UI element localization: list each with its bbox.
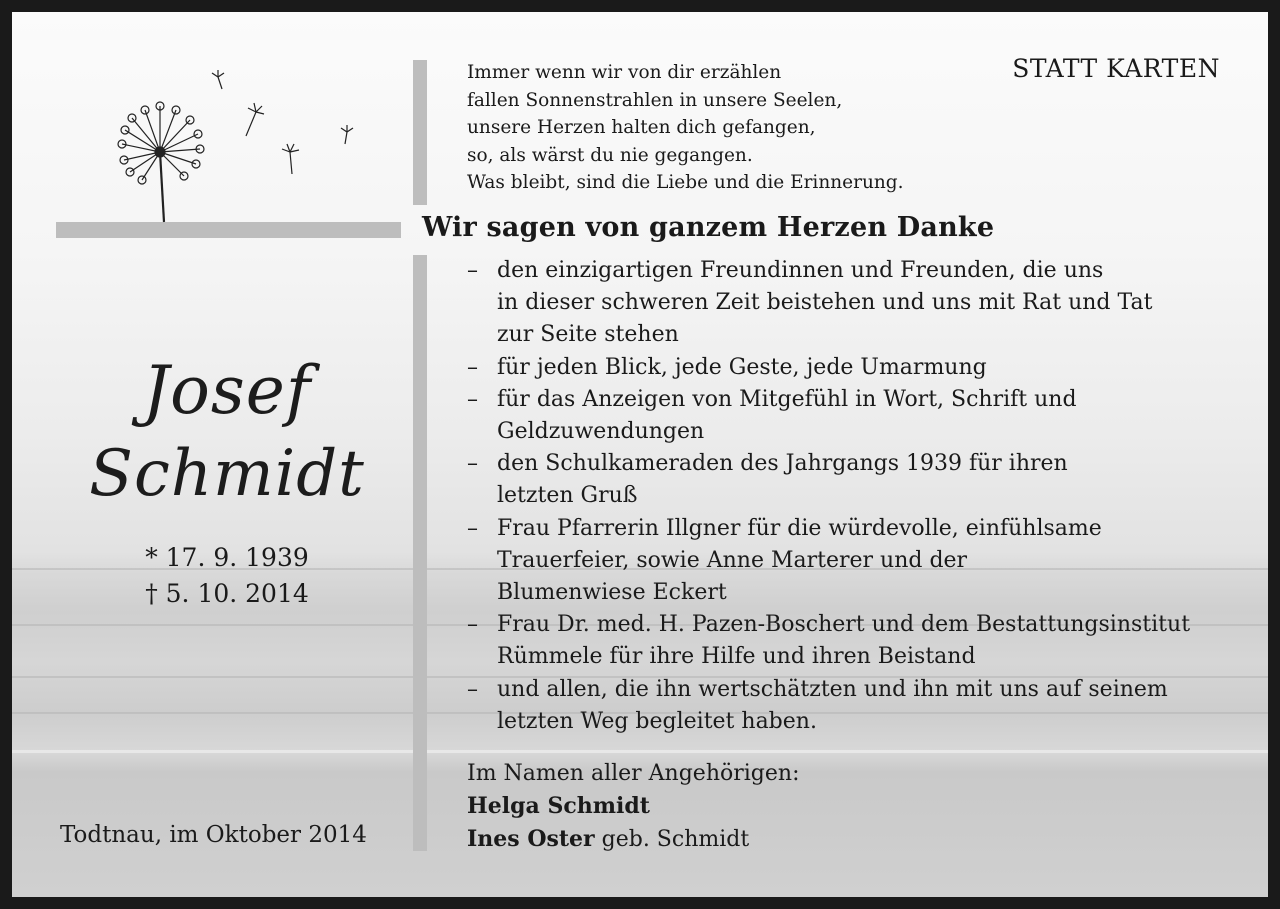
obituary-card xyxy=(12,12,1268,897)
item-line: den Schulkameraden des Jahrgangs 1939 für ihren xyxy=(497,451,1068,477)
list-item xyxy=(467,674,1247,738)
thanks-list xyxy=(467,255,1247,738)
item-line: und allen, die ihn wertschätzten und ihn mit uns auf seinem xyxy=(497,676,1168,702)
cross-vertical-bottom xyxy=(413,255,427,851)
poem-line: Was bleibt, sind die Liebe und die Erinnerung. xyxy=(467,172,904,193)
death-date: † 5. 10. 2014 xyxy=(145,579,309,608)
dash-bullet: – xyxy=(467,386,478,412)
list-item xyxy=(467,513,1247,610)
dash-bullet: – xyxy=(467,612,478,638)
signer-suffix: geb. Schmidt xyxy=(594,827,750,852)
item-line: zur Seite stehen xyxy=(497,322,679,348)
dash-bullet: – xyxy=(467,676,478,702)
item-line: Blumenwiese Eckert xyxy=(497,580,727,606)
signoff-intro: Im Namen aller Angehörigen: xyxy=(467,761,800,786)
item-line: Frau Pfarrerin Illgner für die würdevolle, einfühlsame xyxy=(497,515,1102,541)
item-line: Geldzuwendungen xyxy=(497,419,705,445)
signoff xyxy=(467,757,799,856)
item-line: in dieser schweren Zeit beistehen und uns mit Rat und Tat xyxy=(497,290,1153,316)
dash-bullet: – xyxy=(467,515,478,541)
thanks-heading: Wir sagen von ganzem Herzen Danke xyxy=(422,212,995,243)
list-item xyxy=(467,384,1247,448)
dash-bullet: – xyxy=(467,354,478,380)
item-line: für das Anzeigen von Mitgefühl in Wort, Schrift und xyxy=(497,386,1077,412)
list-item xyxy=(467,255,1247,352)
deceased-first-name: Josef xyxy=(142,352,312,429)
statt-karten-label: STATT KARTEN xyxy=(1012,54,1220,83)
item-line: letzten Weg begleitet haben. xyxy=(497,708,817,734)
poem-line: unsere Herzen halten dich gefangen, xyxy=(467,117,816,138)
dash-bullet: – xyxy=(467,258,478,283)
place-date: Todtnau, im Oktober 2014 xyxy=(60,822,367,848)
list-item xyxy=(467,448,1247,512)
dandelion-icon xyxy=(112,57,372,227)
item-line: Frau Dr. med. H. Pazen-Boschert und dem Bestattungsinstitut xyxy=(497,612,1191,638)
poem xyxy=(467,59,904,197)
item-line: Trauerfeier, sowie Anne Marterer und der xyxy=(497,547,968,573)
list-item xyxy=(467,352,1247,384)
signer-name: Helga Schmidt xyxy=(467,793,650,819)
item-line: für jeden Blick, jede Geste, jede Umarmung xyxy=(497,354,987,380)
signer-name: Ines Oster xyxy=(467,826,595,852)
cross-vertical-top xyxy=(413,60,427,205)
item-line: Rümmele für ihre Hilfe und ihren Beistand xyxy=(497,644,976,670)
poem-line: Immer wenn wir von dir erzählen xyxy=(467,62,782,83)
poem-line: fallen Sonnenstrahlen in unsere Seelen, xyxy=(467,89,843,111)
dash-bullet: – xyxy=(467,451,478,477)
list-item xyxy=(467,609,1247,673)
sea-line xyxy=(12,750,1268,753)
deceased-last-name: Schmidt xyxy=(89,437,365,511)
poem-line: so, als wärst du nie gegangen. xyxy=(467,144,753,166)
item-line: den einzigartigen Freundinnen und Freunden, die uns xyxy=(497,258,1104,283)
item-line: letzten Gruß xyxy=(497,483,638,509)
birth-date: * 17. 9. 1939 xyxy=(145,543,309,572)
